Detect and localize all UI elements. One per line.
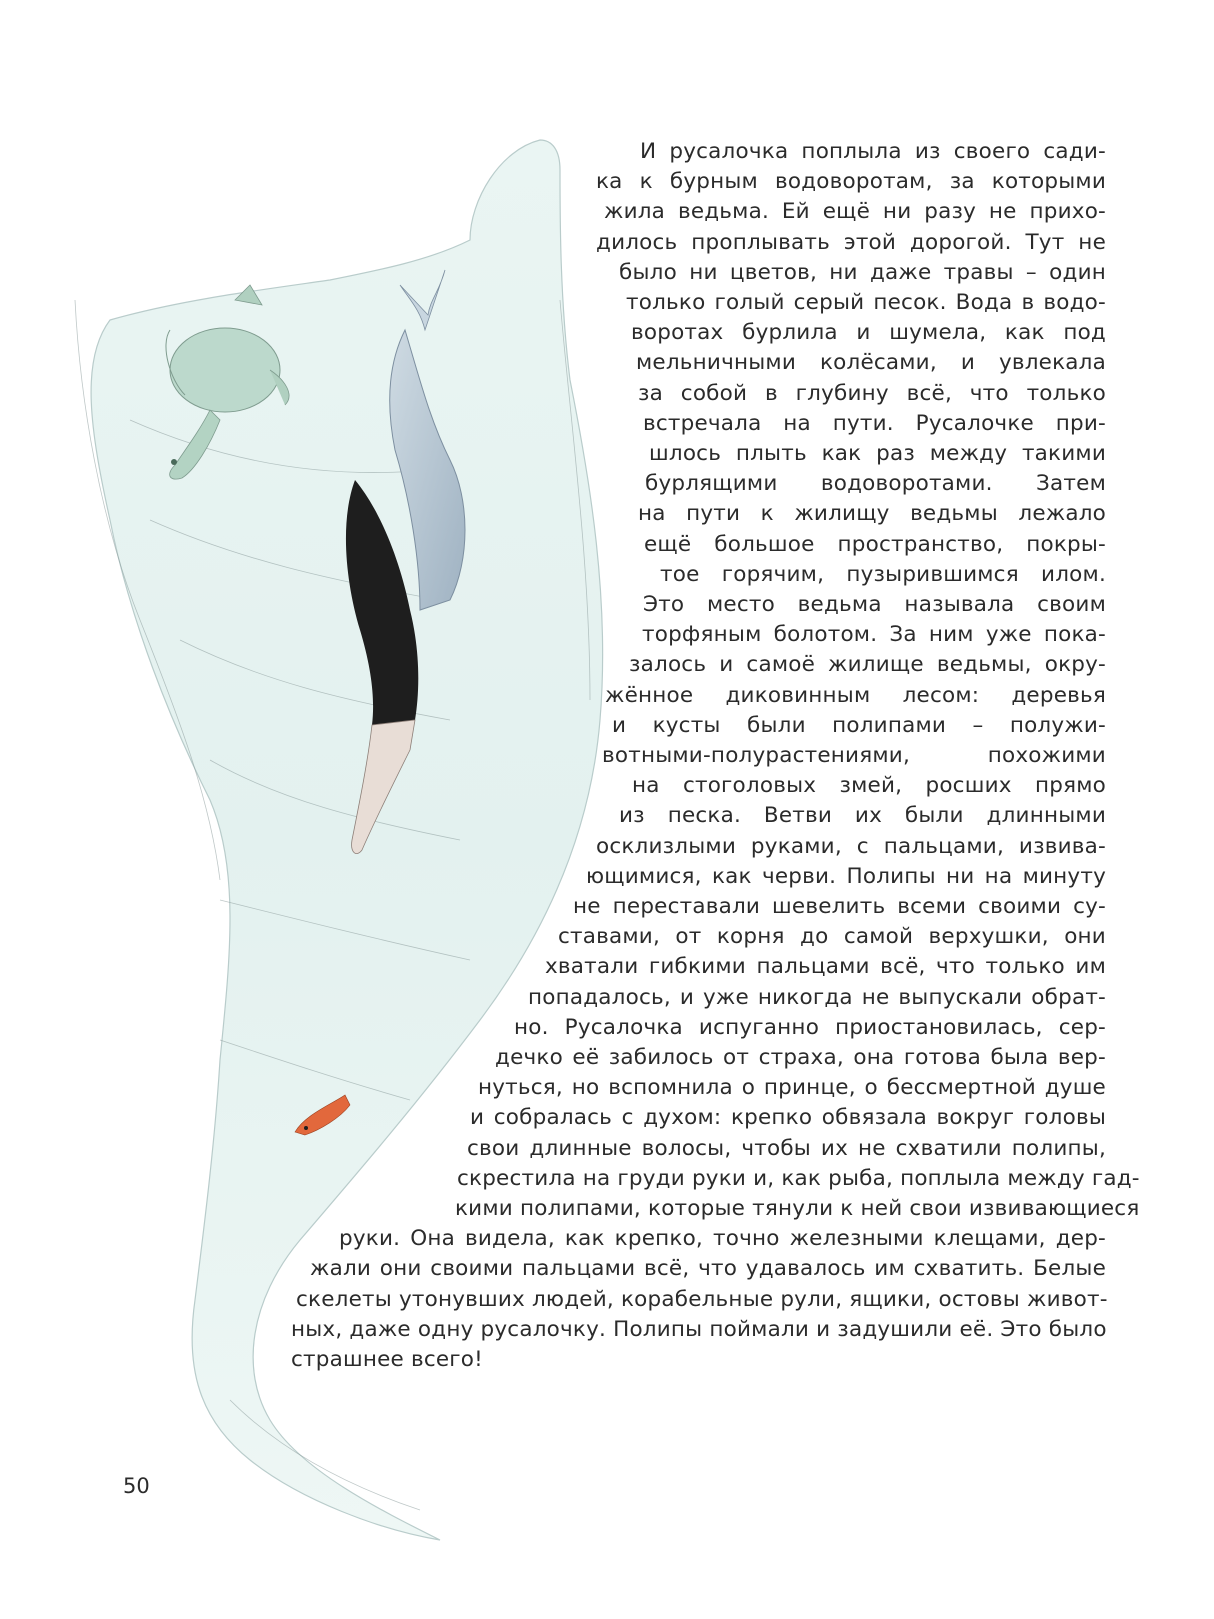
- text-line: вотными-полурастениями, похожими: [602, 743, 1106, 768]
- text-line: из песка. Ветви их были длинными: [619, 803, 1106, 829]
- text-line: свои длинные волосы, чтобы их не схватили полипы,: [467, 1135, 1106, 1161]
- text-line: бурлящими водоворотами. Затем: [645, 471, 1106, 497]
- text-line: ка к бурным водоворотам, за которыми: [596, 169, 1106, 195]
- text-line: кими полипами, которые тянули к ней свои извивающиеся: [455, 1196, 1140, 1221]
- text-line: скрестила на груди руки и, как рыба, поплыла между гад-: [457, 1165, 1140, 1191]
- text-line: хватали гибкими пальцами всё, что только им: [545, 954, 1106, 980]
- text-line: осклизлыми руками, с пальцами, извива-: [596, 833, 1106, 859]
- text-line: только голый серый песок. Вода в водо-: [626, 290, 1106, 315]
- text-line: ставами, от корня до самой верхушки, они: [558, 924, 1106, 950]
- text-line: жали они своими пальцами всё, что удавалось им схватить. Белые: [310, 1256, 1106, 1282]
- text-line: но. Русалочка испуганно приостановилась, сер-: [514, 1014, 1106, 1040]
- text-line: и кусты были полипами – полужи-: [612, 712, 1106, 738]
- text-line: дечко её забилось от страха, она готова была вер-: [495, 1045, 1106, 1070]
- text-line: воротах бурлила и шумела, как под: [631, 320, 1106, 346]
- text-line: Это место ведьма называла своим: [643, 592, 1106, 617]
- text-line: ющимися, как черви. Полипы ни на минуту: [586, 863, 1106, 889]
- text-line: на пути к жилищу ведьмы лежало: [638, 501, 1106, 527]
- text-line: тое горячим, пузырившимся илом.: [660, 561, 1106, 587]
- text-line: нуться, но вспомнила о принце, о бессмертной душе: [478, 1075, 1106, 1101]
- text-line: страшнее всего!: [291, 1347, 483, 1372]
- page-number: 50: [123, 1474, 150, 1498]
- text-line: жённое диковинным лесом: деревья: [605, 682, 1106, 708]
- text-line: мельничными колёсами, и увлекала: [636, 350, 1106, 376]
- text-line: И русалочка поплыла из своего сади-: [640, 139, 1106, 164]
- text-line: не переставали шевелить всеми своими су-: [573, 894, 1106, 919]
- text-line: за собой в глубину всё, что только: [638, 380, 1106, 406]
- text-line: ещё большое пространство, покры-: [644, 531, 1106, 557]
- text-line: попадалось, и уже никогда не выпускали обрат-: [528, 984, 1106, 1010]
- text-line: на стоголовых змей, росших прямо: [632, 773, 1106, 799]
- text-line: было ни цветов, ни даже травы – один: [619, 259, 1106, 285]
- text-line: шлось плыть как раз между такими: [649, 441, 1106, 466]
- text-line: скелеты утонувших людей, корабельные рули, ящики, остовы живот-: [296, 1286, 1108, 1312]
- text-line: дилось проплывать этой дорогой. Тут не: [596, 229, 1106, 255]
- text-line: руки. Она видела, как крепко, точно железными клещами, дер-: [339, 1226, 1106, 1252]
- text-line: и собралась с духом: крепко обвязала вокруг головы: [470, 1105, 1106, 1131]
- text-line: залось и самоё жилище ведьмы, окру-: [629, 652, 1106, 678]
- text-line: жила ведьма. Ей ещё ни разу не прихо-: [604, 199, 1106, 225]
- text-line: встречала на пути. Русалочке при-: [643, 410, 1106, 436]
- text-line: ных, даже одну русалочку. Полипы поймали и задушили её. Это было: [291, 1316, 1107, 1342]
- text-line: торфяным болотом. За ним уже пока-: [642, 622, 1106, 648]
